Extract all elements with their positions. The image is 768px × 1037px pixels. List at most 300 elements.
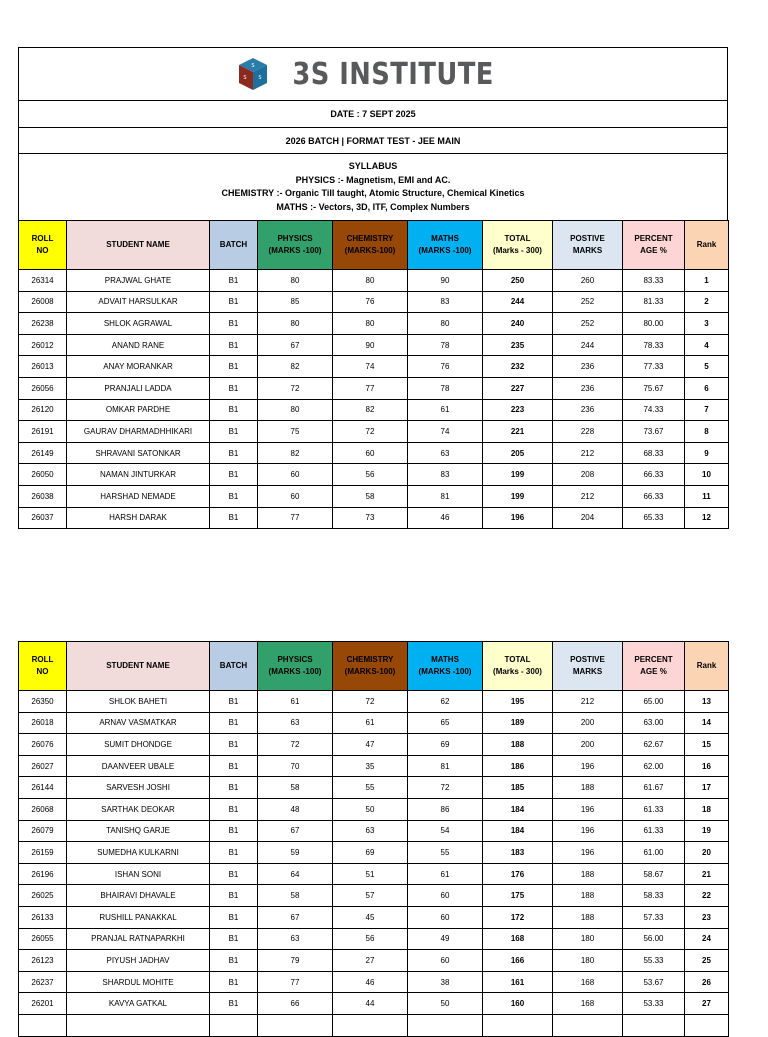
- cell-total: 223: [483, 399, 553, 421]
- cell-percentage: 58.67: [623, 863, 685, 885]
- cell-rank: 23: [685, 906, 729, 928]
- cell-roll-no: 26123: [19, 950, 67, 972]
- cell-chemistry: 80: [333, 270, 408, 292]
- test-date: DATE : 7 SEPT 2025: [18, 100, 728, 127]
- cell-batch: B1: [210, 399, 258, 421]
- cell-student-name: SARVESH JOSHI: [67, 777, 210, 799]
- header-student-name: [67, 221, 210, 270]
- cell-roll-no: 26076: [19, 734, 67, 756]
- cell-rank: 8: [685, 421, 729, 443]
- cell-maths: 81: [408, 755, 483, 777]
- cell-batch: B1: [210, 334, 258, 356]
- batch-format-line: 2026 BATCH | FORMAT TEST - JEE MAIN: [18, 127, 728, 153]
- header-line: AGE %: [640, 246, 667, 255]
- cell-student-name: BHAIRAVI DHAVALE: [67, 885, 210, 907]
- table-row: [19, 356, 729, 378]
- table-row: [19, 399, 729, 421]
- cell-total: 205: [483, 442, 553, 464]
- header-line: PHYSICS: [277, 234, 313, 243]
- cell-roll-no: 26191: [19, 421, 67, 443]
- header-rank: [685, 221, 729, 270]
- table-row: [19, 334, 729, 356]
- cell-maths: 65: [408, 712, 483, 734]
- header-physics: [258, 221, 333, 270]
- syllabus-block: [18, 153, 728, 220]
- cell-batch: B1: [210, 356, 258, 378]
- cell-rank: 14: [685, 712, 729, 734]
- cell-student-name: SHRAVANI SATONKAR: [67, 442, 210, 464]
- cell-physics: 75: [258, 421, 333, 443]
- cell-student-name: NAMAN JINTURKAR: [67, 464, 210, 486]
- results-table-1: [18, 220, 729, 529]
- cell-roll-no: 26350: [19, 691, 67, 713]
- cell-physics: 66: [258, 993, 333, 1015]
- cell-positive-marks: 244: [553, 334, 623, 356]
- cell-maths: 61: [408, 399, 483, 421]
- cell-physics: 60: [258, 485, 333, 507]
- cell-total: 199: [483, 464, 553, 486]
- cell-total: 195: [483, 691, 553, 713]
- header-line: (MARKS-100): [344, 667, 396, 676]
- cell-positive-marks: 200: [553, 712, 623, 734]
- cell-chemistry: 51: [333, 863, 408, 885]
- cell-batch: B1: [210, 734, 258, 756]
- cell-chemistry: 82: [333, 399, 408, 421]
- cell-percentage: 55.33: [623, 950, 685, 972]
- cell-roll-no: 26013: [19, 356, 67, 378]
- cell-batch: B1: [210, 906, 258, 928]
- cell-positive-marks: 208: [553, 464, 623, 486]
- header-total: [483, 642, 553, 691]
- cell-percentage: 53.67: [623, 971, 685, 993]
- cell-batch: B1: [210, 313, 258, 335]
- cell-chemistry: 57: [333, 885, 408, 907]
- cell-maths: 81: [408, 485, 483, 507]
- cell-batch: B1: [210, 691, 258, 713]
- cube-logo-icon: [236, 56, 270, 92]
- cell-positive-marks: 252: [553, 313, 623, 335]
- cell-maths: 54: [408, 820, 483, 842]
- cell-physics: 60: [258, 464, 333, 486]
- cell-maths: 74: [408, 421, 483, 443]
- cell-maths: 76: [408, 356, 483, 378]
- header-line: (Marks - 300): [493, 667, 542, 676]
- cell-physics: 72: [258, 734, 333, 756]
- cell-maths: 55: [408, 842, 483, 864]
- cell-total: 186: [483, 755, 553, 777]
- header-line: (MARKS -100): [418, 246, 472, 255]
- cell-rank: 7: [685, 399, 729, 421]
- cell-percentage: 66.33: [623, 464, 685, 486]
- cell-total: 160: [483, 993, 553, 1015]
- cell-batch: B1: [210, 507, 258, 529]
- table-row: [19, 971, 729, 993]
- cell-rank: 5: [685, 356, 729, 378]
- cell-physics: 67: [258, 334, 333, 356]
- cell-chemistry: 35: [333, 755, 408, 777]
- cell-positive-marks: 180: [553, 928, 623, 950]
- header-physics: [258, 642, 333, 691]
- table-row: [19, 712, 729, 734]
- institute-name: 3S INSTITUTE: [292, 56, 494, 92]
- cell-roll-no: 26018: [19, 712, 67, 734]
- results-table-2: [18, 641, 729, 1037]
- cell-total: 244: [483, 291, 553, 313]
- cell-maths: 60: [408, 950, 483, 972]
- cell-batch: B1: [210, 291, 258, 313]
- cell-maths: 86: [408, 798, 483, 820]
- cell-positive-marks: 212: [553, 485, 623, 507]
- table-row: [19, 777, 729, 799]
- cell-batch: B1: [210, 421, 258, 443]
- cell-maths: 50: [408, 993, 483, 1015]
- table-row: [19, 928, 729, 950]
- header-chemistry: [333, 221, 408, 270]
- cell-maths: 78: [408, 334, 483, 356]
- table-row: [19, 442, 729, 464]
- cell-maths: 83: [408, 291, 483, 313]
- cell-rank: 9: [685, 442, 729, 464]
- cell-rank: 16: [685, 755, 729, 777]
- header-line: PERCENT: [634, 655, 673, 664]
- result-sheet-top: [18, 47, 728, 529]
- table-row: [19, 842, 729, 864]
- table-row: [19, 270, 729, 292]
- cell-rank: 25: [685, 950, 729, 972]
- cell-percentage: 68.33: [623, 442, 685, 464]
- cell-physics: [258, 1014, 333, 1036]
- table-row: [19, 464, 729, 486]
- cell-roll-no: 26037: [19, 507, 67, 529]
- cell-total: 232: [483, 356, 553, 378]
- table-row: [19, 755, 729, 777]
- cell-student-name: ADVAIT HARSULKAR: [67, 291, 210, 313]
- cell-roll-no: 26038: [19, 485, 67, 507]
- cell-rank: 20: [685, 842, 729, 864]
- cell-chemistry: 90: [333, 334, 408, 356]
- cell-total: 199: [483, 485, 553, 507]
- cell-positive-marks: 188: [553, 863, 623, 885]
- cell-chemistry: 55: [333, 777, 408, 799]
- cell-rank: 12: [685, 507, 729, 529]
- cell-roll-no: 26027: [19, 755, 67, 777]
- header-line: TOTAL: [504, 234, 531, 243]
- cell-roll-no: 26120: [19, 399, 67, 421]
- cell-percentage: 65.33: [623, 507, 685, 529]
- cell-roll-no: 26079: [19, 820, 67, 842]
- cell-batch: B1: [210, 971, 258, 993]
- table-row: [19, 863, 729, 885]
- cell-physics: 59: [258, 842, 333, 864]
- svg-text:S: S: [258, 75, 262, 81]
- cell-total: 189: [483, 712, 553, 734]
- header-line: (MARKS-100): [344, 246, 396, 255]
- cell-roll-no: 26133: [19, 906, 67, 928]
- cell-total: 188: [483, 734, 553, 756]
- cell-student-name: SARTHAK DEOKAR: [67, 798, 210, 820]
- cell-chemistry: 80: [333, 313, 408, 335]
- cell-chemistry: [333, 1014, 408, 1036]
- cell-physics: 67: [258, 820, 333, 842]
- cell-positive-marks: 196: [553, 820, 623, 842]
- cell-percentage: 63.00: [623, 712, 685, 734]
- cell-physics: 77: [258, 507, 333, 529]
- cell-batch: B1: [210, 442, 258, 464]
- cell-rank: 15: [685, 734, 729, 756]
- cell-chemistry: 76: [333, 291, 408, 313]
- header-roll-no: [19, 642, 67, 691]
- cell-positive-marks: 196: [553, 842, 623, 864]
- cell-chemistry: 72: [333, 421, 408, 443]
- header-batch: [210, 642, 258, 691]
- table-row: [19, 906, 729, 928]
- cell-physics: 82: [258, 356, 333, 378]
- cell-student-name: GAURAV DHARMADHHIKARI: [67, 421, 210, 443]
- cell-positive-marks: 196: [553, 798, 623, 820]
- cell-physics: 72: [258, 377, 333, 399]
- cell-percentage: 58.33: [623, 885, 685, 907]
- table-row: [19, 885, 729, 907]
- cell-physics: 64: [258, 863, 333, 885]
- cell-percentage: 56.00: [623, 928, 685, 950]
- cell-chemistry: 72: [333, 691, 408, 713]
- cell-positive-marks: 236: [553, 399, 623, 421]
- table-row: [19, 820, 729, 842]
- header-maths: [408, 642, 483, 691]
- cell-roll-no: 26012: [19, 334, 67, 356]
- cell-total: 168: [483, 928, 553, 950]
- cell-batch: B1: [210, 950, 258, 972]
- header-line: CHEMISTRY: [346, 234, 394, 243]
- cell-student-name: OMKAR PARDHE: [67, 399, 210, 421]
- cell-maths: 60: [408, 885, 483, 907]
- header-positive-marks: [553, 221, 623, 270]
- cell-total: 227: [483, 377, 553, 399]
- institute-logo-row: [18, 47, 728, 100]
- cell-batch: B1: [210, 863, 258, 885]
- cell-batch: B1: [210, 928, 258, 950]
- cell-maths: 80: [408, 313, 483, 335]
- cell-percentage: [623, 1014, 685, 1036]
- header-line: TOTAL: [504, 655, 531, 664]
- cell-student-name: PRANJAL RATNAPARKHI: [67, 928, 210, 950]
- cell-rank: 22: [685, 885, 729, 907]
- cell-student-name: SHLOK AGRAWAL: [67, 313, 210, 335]
- table-header-row: [19, 642, 729, 691]
- cell-roll-no: 26149: [19, 442, 67, 464]
- table-row: [19, 291, 729, 313]
- table-row: [19, 485, 729, 507]
- cell-student-name: ANAY MORANKAR: [67, 356, 210, 378]
- header-line: BATCH: [219, 661, 248, 670]
- cell-positive-marks: 260: [553, 270, 623, 292]
- cell-student-name: TANISHQ GARJE: [67, 820, 210, 842]
- cell-percentage: 80.00: [623, 313, 685, 335]
- cell-chemistry: 56: [333, 464, 408, 486]
- cell-batch: B1: [210, 485, 258, 507]
- header-line: (MARKS -100): [268, 246, 322, 255]
- cell-positive-marks: 252: [553, 291, 623, 313]
- cell-maths: 72: [408, 777, 483, 799]
- cell-positive-marks: 236: [553, 377, 623, 399]
- syllabus-chemistry: CHEMISTRY :- Organic Till taught, Atomic Structure, Chemical Kinetics: [221, 188, 525, 198]
- result-sheet-bottom: [18, 641, 728, 1037]
- cell-total: 235: [483, 334, 553, 356]
- table-row: [19, 313, 729, 335]
- cell-student-name: SHLOK BAHETI: [67, 691, 210, 713]
- header-line: PERCENT: [634, 234, 673, 243]
- cell-student-name: PIYUSH JADHAV: [67, 950, 210, 972]
- cell-percentage: 62.67: [623, 734, 685, 756]
- header-line: Rank: [696, 661, 717, 670]
- cell-rank: [685, 1014, 729, 1036]
- cell-total: 184: [483, 820, 553, 842]
- header-student-name: [67, 642, 210, 691]
- cell-batch: B1: [210, 377, 258, 399]
- cell-percentage: 53.33: [623, 993, 685, 1015]
- cell-chemistry: 58: [333, 485, 408, 507]
- cell-student-name: ISHAN SONI: [67, 863, 210, 885]
- cell-maths: 61: [408, 863, 483, 885]
- cell-batch: B1: [210, 885, 258, 907]
- header-line: AGE %: [640, 667, 667, 676]
- table-row: [19, 950, 729, 972]
- cell-student-name: SUMIT DHONDGE: [67, 734, 210, 756]
- cell-positive-marks: 188: [553, 906, 623, 928]
- cell-percentage: 61.33: [623, 820, 685, 842]
- header-line: ROLL: [31, 234, 54, 243]
- cell-rank: 1: [685, 270, 729, 292]
- cell-positive-marks: 188: [553, 777, 623, 799]
- cell-maths: 60: [408, 906, 483, 928]
- cell-rank: 4: [685, 334, 729, 356]
- cell-physics: 67: [258, 906, 333, 928]
- table-row: [19, 1014, 729, 1036]
- cell-percentage: 78.33: [623, 334, 685, 356]
- cell-roll-no: 26159: [19, 842, 67, 864]
- cell-chemistry: 77: [333, 377, 408, 399]
- cell-roll-no: 26056: [19, 377, 67, 399]
- cell-student-name: DAANVEER UBALE: [67, 755, 210, 777]
- cell-rank: 17: [685, 777, 729, 799]
- table-row: [19, 798, 729, 820]
- cell-physics: 48: [258, 798, 333, 820]
- cell-rank: 2: [685, 291, 729, 313]
- header-line: POSTIVE: [570, 234, 605, 243]
- cell-percentage: 65.00: [623, 691, 685, 713]
- cell-positive-marks: [553, 1014, 623, 1036]
- cell-physics: 58: [258, 885, 333, 907]
- cell-physics: 77: [258, 971, 333, 993]
- cell-positive-marks: 236: [553, 356, 623, 378]
- header-line: ROLL: [31, 655, 54, 664]
- cell-physics: 70: [258, 755, 333, 777]
- cell-chemistry: 47: [333, 734, 408, 756]
- cell-positive-marks: 188: [553, 885, 623, 907]
- header-percentage: [623, 221, 685, 270]
- table-row: [19, 691, 729, 713]
- header-line: MARKS: [572, 667, 603, 676]
- cell-percentage: 61.33: [623, 798, 685, 820]
- cell-physics: 82: [258, 442, 333, 464]
- cell-total: 183: [483, 842, 553, 864]
- cell-total: 184: [483, 798, 553, 820]
- cell-total: 176: [483, 863, 553, 885]
- cell-batch: B1: [210, 842, 258, 864]
- cell-chemistry: 56: [333, 928, 408, 950]
- cell-roll-no: 26237: [19, 971, 67, 993]
- cell-roll-no: 26025: [19, 885, 67, 907]
- cell-chemistry: 63: [333, 820, 408, 842]
- cell-rank: 10: [685, 464, 729, 486]
- cell-chemistry: 60: [333, 442, 408, 464]
- cell-total: 185: [483, 777, 553, 799]
- table-row: [19, 421, 729, 443]
- header-line: (MARKS -100): [418, 667, 472, 676]
- header-line: MARKS: [572, 246, 603, 255]
- cell-physics: 85: [258, 291, 333, 313]
- cell-physics: 58: [258, 777, 333, 799]
- cell-rank: 26: [685, 971, 729, 993]
- cell-chemistry: 50: [333, 798, 408, 820]
- cell-physics: 80: [258, 399, 333, 421]
- cell-total: 240: [483, 313, 553, 335]
- cell-roll-no: 26196: [19, 863, 67, 885]
- cell-rank: 6: [685, 377, 729, 399]
- cell-total: 221: [483, 421, 553, 443]
- cell-maths: 63: [408, 442, 483, 464]
- header-percentage: [623, 642, 685, 691]
- cell-total: 166: [483, 950, 553, 972]
- cell-chemistry: 45: [333, 906, 408, 928]
- header-roll-no: [19, 221, 67, 270]
- cell-maths: 90: [408, 270, 483, 292]
- cell-chemistry: 44: [333, 993, 408, 1015]
- cell-student-name: ANAND RANE: [67, 334, 210, 356]
- header-line: (MARKS -100): [268, 667, 322, 676]
- cell-student-name: HARSH DARAK: [67, 507, 210, 529]
- cell-rank: 21: [685, 863, 729, 885]
- cell-batch: B1: [210, 755, 258, 777]
- cell-positive-marks: 228: [553, 421, 623, 443]
- cell-batch: [210, 1014, 258, 1036]
- cell-student-name: KAVYA GATKAL: [67, 993, 210, 1015]
- header-line: STUDENT NAME: [106, 661, 170, 670]
- header-line: NO: [36, 667, 49, 676]
- cell-physics: 80: [258, 313, 333, 335]
- header-line: MATHS: [431, 655, 459, 664]
- cell-percentage: 81.33: [623, 291, 685, 313]
- svg-text:S: S: [243, 75, 247, 81]
- syllabus-physics: PHYSICS :- Magnetism, EMI and AC.: [295, 174, 451, 185]
- cell-batch: B1: [210, 464, 258, 486]
- cell-student-name: ARNAV VASMATKAR: [67, 712, 210, 734]
- cell-student-name: PRANJALI LADDA: [67, 377, 210, 399]
- cell-maths: 83: [408, 464, 483, 486]
- cell-rank: 18: [685, 798, 729, 820]
- cell-roll-no: 26314: [19, 270, 67, 292]
- cell-roll-no: 26201: [19, 993, 67, 1015]
- table-row: [19, 377, 729, 399]
- cell-maths: 62: [408, 691, 483, 713]
- cell-total: 196: [483, 507, 553, 529]
- cell-total: [483, 1014, 553, 1036]
- cell-chemistry: 46: [333, 971, 408, 993]
- table-row: [19, 734, 729, 756]
- cell-rank: 3: [685, 313, 729, 335]
- cell-physics: 80: [258, 270, 333, 292]
- cell-chemistry: 27: [333, 950, 408, 972]
